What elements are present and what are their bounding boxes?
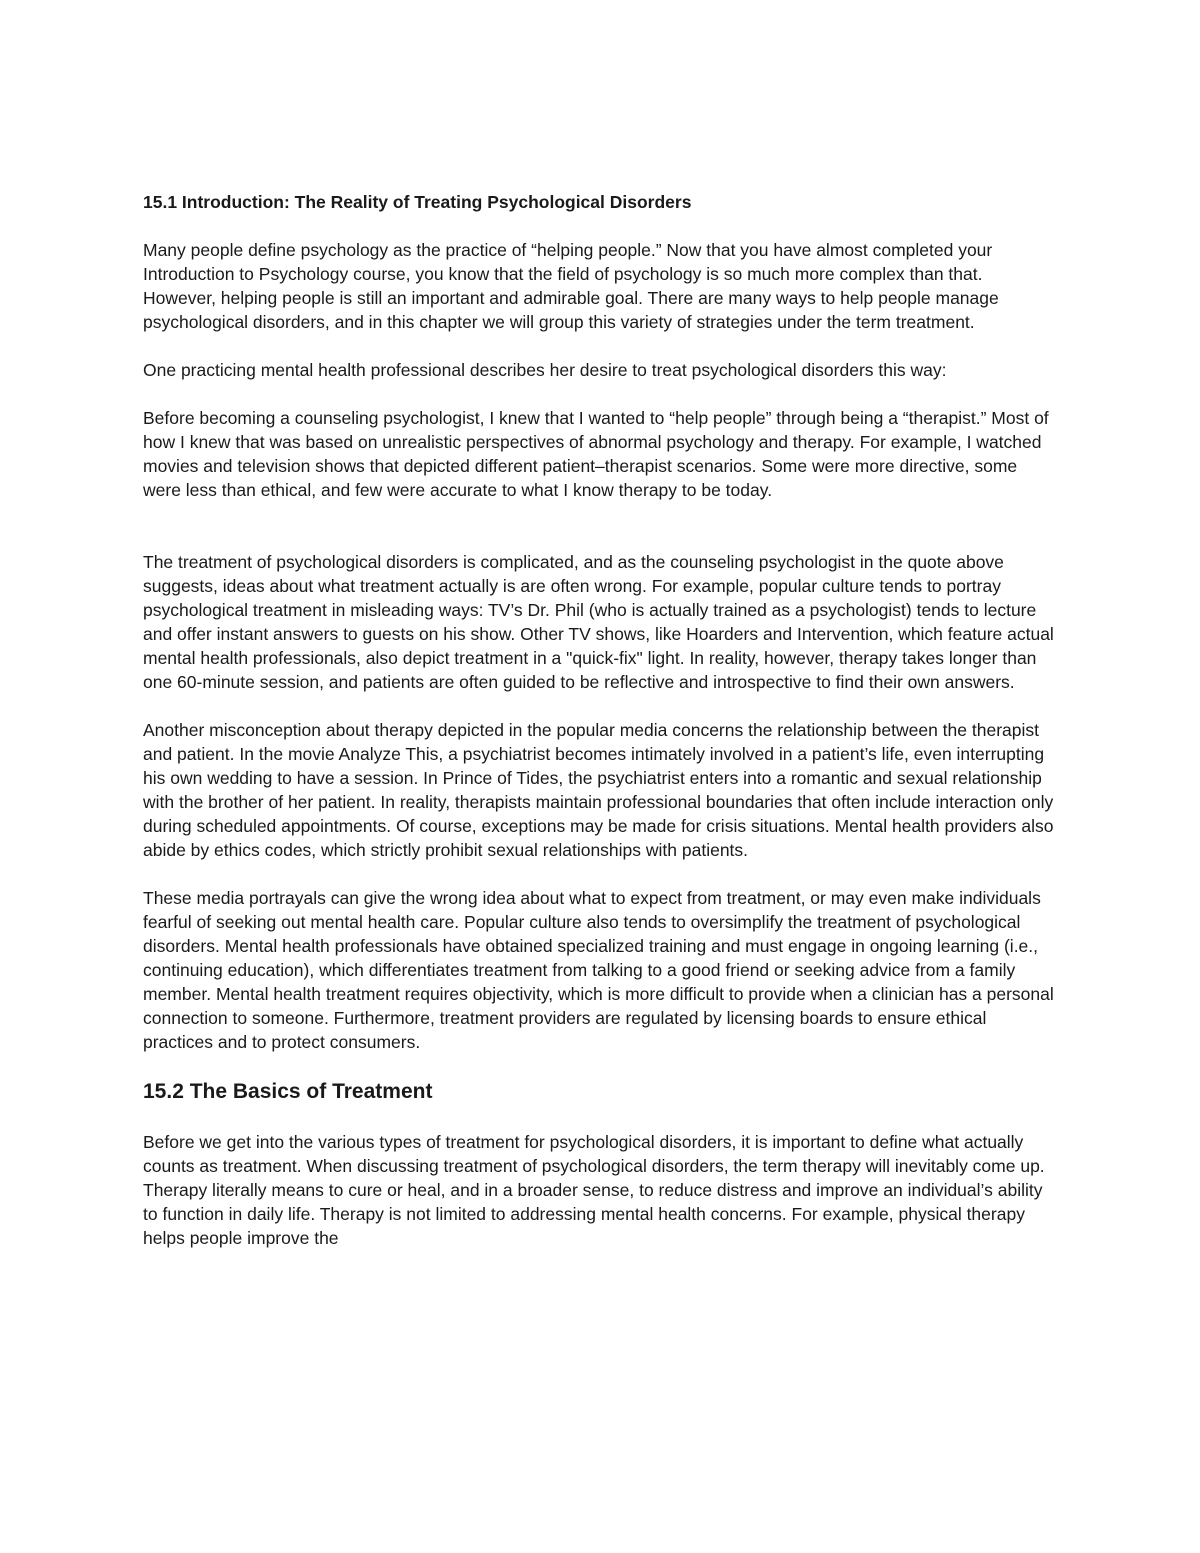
- treatment-complicated-paragraph: The treatment of psychological disorders is complicated, and as the counseling psychologist in the quote above suggests, ideas about what treatment actually is are often wrong. For example, popular culture tends to portray psychological treatment in misleading ways: TV’s Dr. Phil (who is actually trained as a psychologist) tends to lecture and offer instant answers to guests on his show. Other TV shows, like Hoarders and Intervention, which feature actual mental health professionals, also depict treatment in a "quick-fix" light. In reality, however, therapy takes longer than one 60-minute session, and patients are often guided to be reflective and introspective to find their own answers.: [143, 552, 1054, 692]
- intro-paragraph: Many people define psychology as the practice of “helping people.” Now that you have almost completed your Introduction to Psychology course, you know that the field of psychology is so much more complex than that. However, helping people is still an important and admirable goal. There are many ways to help people manage psychological disorders, and in this chapter we will group this variety of strategies under the term treatment.: [143, 240, 999, 332]
- practitioner-quote: Before becoming a counseling psychologist, I knew that I wanted to “help people” through being a “therapist.” Most of how I knew that was based on unrealistic perspectives of abnormal psychology and therapy. For example, I watched movies and television shows that depicted different patient–therapist scenarios. Some were more directive, some were less than ethical, and few were accurate to what I know therapy to be today.: [143, 408, 1049, 500]
- document-page: [143, 190, 1058, 1274]
- media-portrayals-paragraph: These media portrayals can give the wrong idea about what to expect from treatment, or may even make individuals fearful of seeking out mental health care. Popular culture also tends to oversimplify the treatment of psychological disorders. Mental health professionals have obtained specialized training and must engage in ongoing learning (i.e., continuing education), which differentiates treatment from talking to a good friend or seeking advice from a family member. Mental health treatment requires objectivity, which is more difficult to provide when a clinician has a personal connection to someone. Furthermore, treatment providers are regulated by licensing boards to ensure ethical practices and to protect consumers.: [143, 888, 1054, 1052]
- basics-paragraph: Before we get into the various types of treatment for psychological disorders, it is important to define what actually counts as treatment. When discussing treatment of psychological disorders, the term therapy will inevitably come up. Therapy literally means to cure or heal, and in a broader sense, to reduce distress and improve an individual’s ability to function in daily life. Therapy is not limited to addressing mental health concerns. For example, physical therapy helps people improve the: [143, 1132, 1045, 1248]
- section-heading-15-1: 15.1 Introduction: The Reality of Treating Psychological Disorders: [143, 192, 692, 212]
- misconception-paragraph: Another misconception about therapy depicted in the popular media concerns the relationship between the therapist and patient. In the movie Analyze This, a psychiatrist becomes intimately involved in a patient’s life, even interrupting his own wedding to have a session. In Prince of Tides, the psychiatrist enters into a romantic and sexual relationship with the brother of her patient. In reality, therapists maintain professional boundaries that often include interaction only during scheduled appointments. Of course, exceptions may be made for crisis situations. Mental health providers also abide by ethics codes, which strictly prohibit sexual relationships with patients.: [143, 720, 1054, 860]
- practitioner-lead-in-paragraph: One practicing mental health professional describes her desire to treat psychological disorders this way:: [143, 360, 947, 380]
- section-heading-15-2: 15.2 The Basics of Treatment: [143, 1080, 433, 1103]
